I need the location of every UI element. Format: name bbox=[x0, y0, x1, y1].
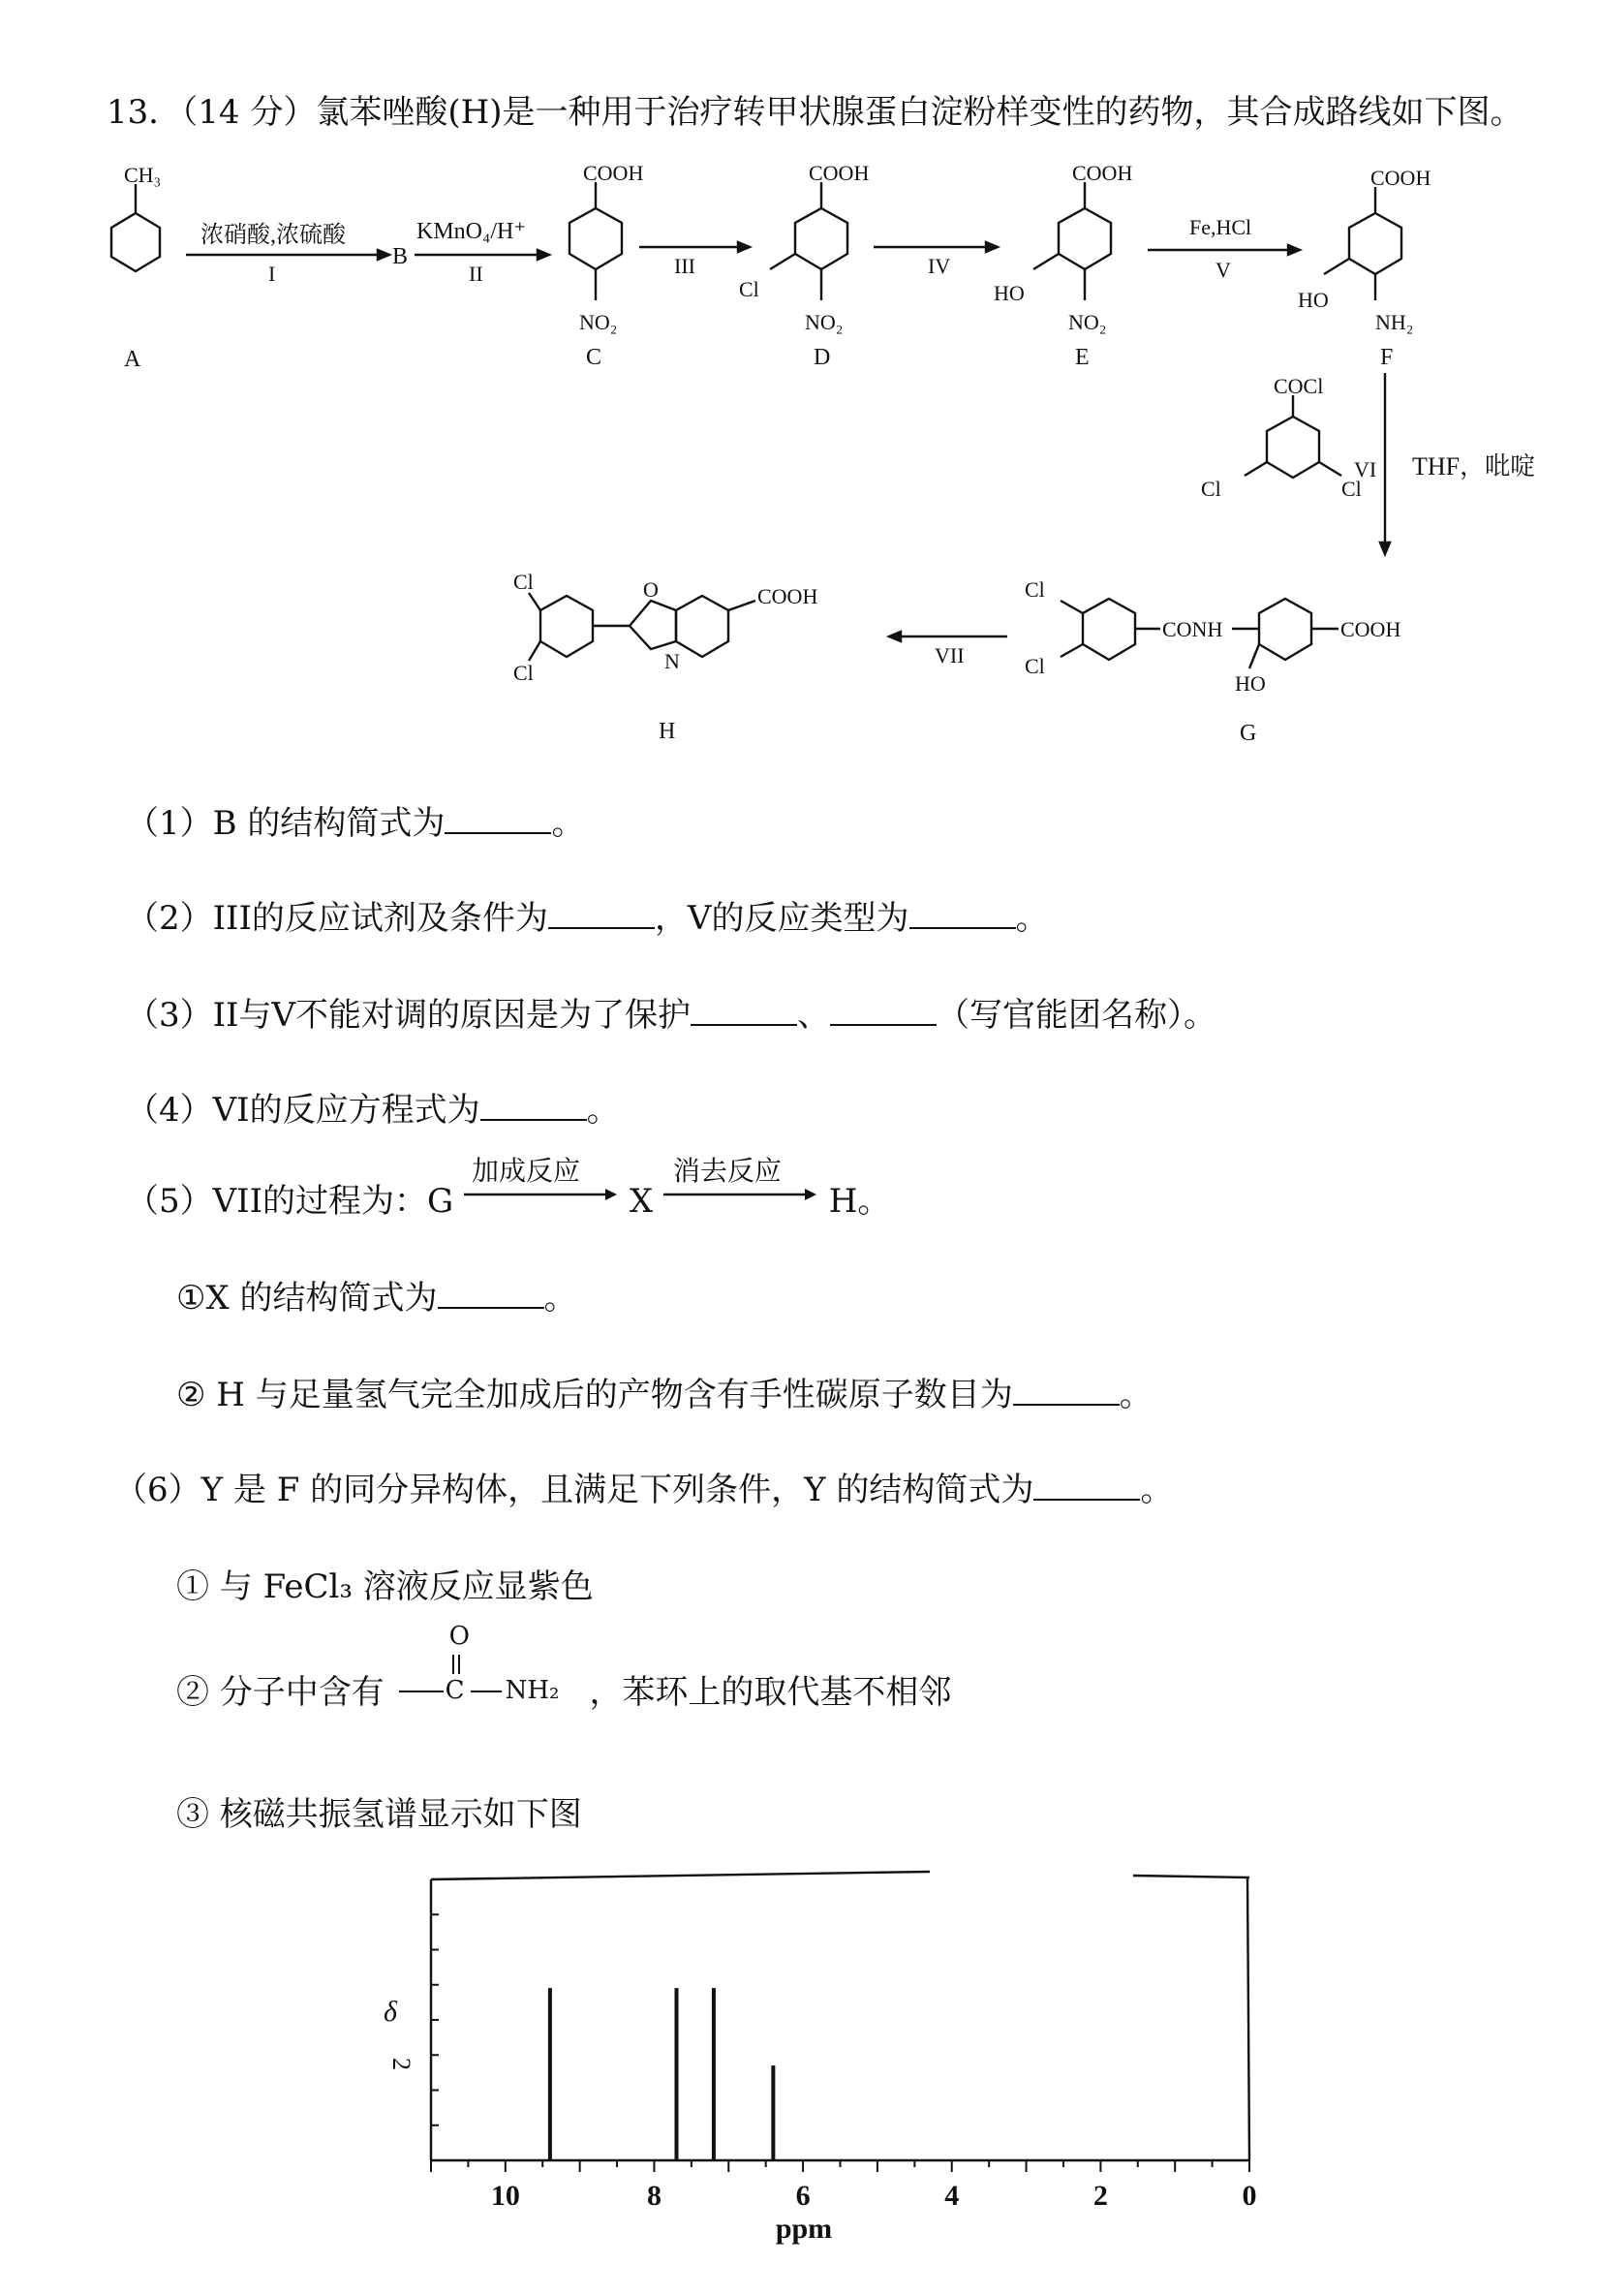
amide-c: C bbox=[445, 1676, 465, 1705]
condition-2: ② 分子中含有 O C NH₂ ，苯环上的取代基不相邻 bbox=[176, 1622, 952, 1712]
label-o-h: O bbox=[643, 577, 659, 602]
nmr-x-ticks bbox=[431, 2160, 1257, 2212]
answer-blank-3a[interactable] bbox=[691, 997, 797, 1026]
step-v-arrow bbox=[1148, 215, 1300, 282]
label-cooh-e: COOH bbox=[1072, 161, 1133, 185]
label-cooh-f: COOH bbox=[1370, 166, 1431, 190]
label-cl-h-bottom: Cl bbox=[513, 661, 534, 685]
step-ii-arrow bbox=[415, 219, 549, 286]
nmr-spectrum-chart bbox=[0, 1850, 1600, 2296]
label-ch3: CH₃ bbox=[124, 163, 162, 187]
nmr-x-tick-label-4: 4 bbox=[944, 2180, 960, 2212]
question-heading bbox=[107, 85, 1523, 133]
question-number: 13． bbox=[107, 93, 182, 132]
compound-d-label: D bbox=[814, 345, 831, 370]
subquestion-6: （6）Y 是 F 的同分异构体，且满足下列条件，Y 的结构简式为 。 bbox=[114, 1471, 1174, 1509]
label-cl-acyl-left: Cl bbox=[1201, 477, 1221, 501]
nmr-y-tick-label: 2 bbox=[387, 2058, 415, 2070]
step-vi-reagent: THF，吡啶 bbox=[1412, 452, 1536, 481]
answer-blank-2b[interactable] bbox=[909, 900, 1016, 929]
q5-arrow-2: 消去反应 bbox=[663, 1183, 818, 1212]
compound-e-label: E bbox=[1075, 345, 1090, 370]
dichlorobenzoyl-chloride-structure bbox=[1201, 374, 1362, 501]
label-no2-c: NO₂ bbox=[579, 310, 618, 334]
subquestion-4: （4）VI的反应方程式为 。 bbox=[126, 1091, 620, 1130]
subquestion-5-2: ② H 与足量氢气完全加成后的产物含有手性碳原子数目为 。 bbox=[176, 1376, 1153, 1414]
compound-a-structure bbox=[111, 163, 161, 372]
subquestion-5-1: ①X 的结构简式为 。 bbox=[176, 1279, 577, 1318]
step-i-arrow bbox=[186, 222, 389, 286]
step-vi-arrow bbox=[1354, 373, 1535, 554]
step-ii-reagent: KMnO₄/H⁺ bbox=[416, 219, 527, 244]
compound-a-label: A bbox=[124, 347, 141, 372]
nmr-x-tick-label-2: 2 bbox=[1092, 2180, 1108, 2212]
step-i-label: I bbox=[268, 262, 276, 286]
compound-d-structure bbox=[739, 161, 869, 370]
label-ho-f: HO bbox=[1298, 288, 1329, 312]
q5-arrow-1-line bbox=[464, 1185, 619, 1204]
compound-c-label: C bbox=[586, 345, 602, 370]
compound-c-structure bbox=[569, 161, 643, 370]
step-v-reagent: Fe,HCl bbox=[1189, 215, 1252, 239]
label-conh: CONH bbox=[1162, 617, 1223, 641]
step-vii-label: VII bbox=[935, 643, 965, 667]
nmr-x-axis-label: ppm bbox=[775, 2213, 833, 2245]
synthesis-scheme bbox=[0, 145, 1600, 823]
step-ii-label: II bbox=[469, 262, 483, 286]
compound-f-structure bbox=[1298, 166, 1431, 370]
question-text: 氯苯唑酸(H)是一种用于治疗转甲状腺蛋白淀粉样变性的药物，其合成路线如下图。 bbox=[316, 93, 1523, 132]
compound-f-label: F bbox=[1380, 345, 1394, 370]
compound-e-structure bbox=[994, 161, 1132, 370]
answer-blank-6[interactable] bbox=[1033, 1472, 1140, 1501]
answer-blank-2a[interactable] bbox=[548, 900, 655, 929]
compound-b-label: B bbox=[392, 244, 409, 269]
step-vii-arrow bbox=[889, 632, 1007, 667]
step-iii-arrow bbox=[639, 242, 750, 278]
label-cooh-h: COOH bbox=[757, 584, 818, 608]
subquestion-1: （1）B 的结构简式为 。 bbox=[126, 804, 585, 843]
step-v-label: V bbox=[1215, 258, 1231, 282]
condition-1: ① 与 FeCl₃ 溶液反应显紫色 bbox=[176, 1567, 594, 1606]
answer-blank-3b[interactable] bbox=[830, 997, 937, 1026]
compound-h-structure bbox=[513, 570, 817, 744]
nmr-x-tick-label-10: 10 bbox=[490, 2180, 520, 2212]
label-no2-d: NO₂ bbox=[805, 310, 844, 334]
compound-h-label: H bbox=[659, 719, 676, 744]
compound-g-label: G bbox=[1240, 721, 1257, 746]
answer-blank-5-1[interactable] bbox=[438, 1280, 544, 1309]
amide-o: O bbox=[448, 1622, 470, 1651]
label-cl-h-top: Cl bbox=[513, 570, 534, 594]
label-ho-g: HO bbox=[1235, 671, 1266, 696]
q5-arrow-2-line bbox=[663, 1185, 818, 1204]
step-i-reagent: 浓硝酸,浓硫酸 bbox=[200, 223, 346, 248]
step-vi-label: VI bbox=[1354, 457, 1377, 481]
label-cl-d: Cl bbox=[739, 277, 759, 301]
answer-blank-1[interactable] bbox=[445, 805, 551, 834]
answer-blank-4[interactable] bbox=[480, 1092, 587, 1121]
label-cooh-d: COOH bbox=[809, 161, 870, 185]
nmr-x-tick-label-8: 8 bbox=[646, 2180, 662, 2212]
compound-g-structure bbox=[1025, 577, 1400, 746]
subquestion-5: （5）VII的过程为：G 加成反应 X 消去反应 H。 bbox=[126, 1155, 891, 1221]
label-no2-e: NO₂ bbox=[1068, 310, 1107, 334]
nmr-y-ticks bbox=[431, 1879, 439, 2160]
step-iv-label: IV bbox=[928, 254, 951, 278]
label-cl-acyl-right: Cl bbox=[1341, 477, 1362, 501]
amide-group-structure bbox=[395, 1622, 579, 1705]
nmr-y-axis-label: δ bbox=[384, 1996, 397, 2028]
step-iii-label: III bbox=[674, 254, 695, 278]
subquestion-2: （2）III的反应试剂及条件为 ，V的反应类型为 。 bbox=[126, 899, 1049, 938]
nmr-frame bbox=[431, 1872, 1249, 2160]
question-score: （14 分） bbox=[181, 93, 317, 132]
label-cooh-c: COOH bbox=[583, 161, 644, 185]
label-nh2-f: NH₂ bbox=[1375, 310, 1414, 334]
nmr-x-tick-label-0: 0 bbox=[1242, 2180, 1257, 2212]
label-cl-g-top: Cl bbox=[1025, 577, 1045, 602]
label-cooh-g: COOH bbox=[1340, 617, 1401, 641]
nmr-x-tick-label-6: 6 bbox=[795, 2180, 811, 2212]
condition-3: ③ 核磁共振氢谱显示如下图 bbox=[176, 1795, 582, 1834]
label-cocl: COCl bbox=[1274, 374, 1324, 398]
answer-blank-5-2[interactable] bbox=[1013, 1377, 1120, 1406]
amide-nh2: NH₂ bbox=[505, 1676, 560, 1705]
subquestion-3: （3）II与V不能对调的原因是为了保护 、 （写官能团名称）。 bbox=[126, 996, 1217, 1035]
nmr-peaks bbox=[550, 1988, 773, 2160]
label-n-h: N bbox=[664, 649, 680, 673]
q5-arrow-1: 加成反应 bbox=[464, 1183, 619, 1212]
label-ho-e: HO bbox=[994, 281, 1025, 305]
step-iv-arrow bbox=[874, 242, 998, 278]
label-cl-g-bottom: Cl bbox=[1025, 654, 1045, 678]
